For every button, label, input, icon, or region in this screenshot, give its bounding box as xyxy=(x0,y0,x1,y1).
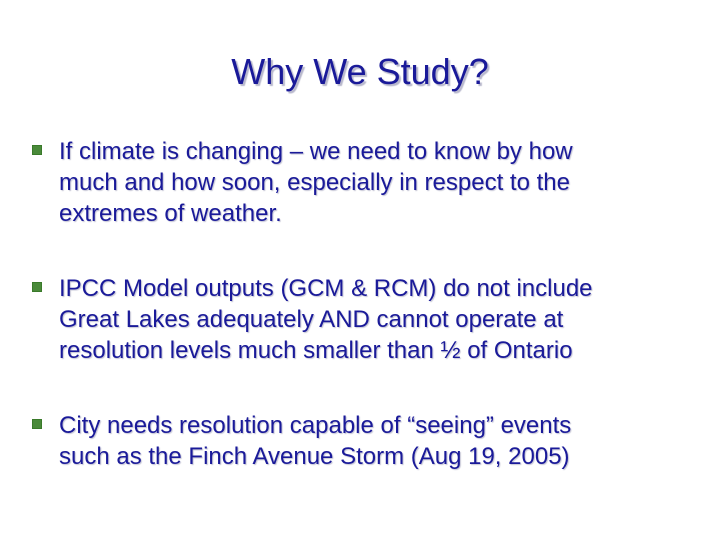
bullet-line: such as the Finch Avenue Storm (Aug 19, 2005) xyxy=(59,443,570,470)
bullet-list xyxy=(30,136,700,472)
bullet-item-city xyxy=(30,410,700,472)
bullet-item-climate xyxy=(30,136,700,229)
bullet-line: much and how soon, especially in respect to the xyxy=(59,169,570,196)
bullet-line: extremes of weather. xyxy=(59,200,282,227)
bullet-line: Great Lakes adequately AND cannot operate at xyxy=(59,306,564,333)
bullet-line: IPCC Model outputs (GCM & RCM) do not include xyxy=(59,275,593,302)
square-bullet-icon xyxy=(32,419,42,429)
bullet-line: City needs resolution capable of “seeing” events xyxy=(59,412,572,439)
slide-title: Why We Study? xyxy=(231,51,489,92)
bullet-line: If climate is changing – we need to know by how xyxy=(59,138,573,165)
bullet-line: resolution levels much smaller than ½ of Ontario xyxy=(59,337,573,364)
square-bullet-icon xyxy=(32,282,42,292)
square-bullet-icon xyxy=(32,145,42,155)
bullet-item-ipcc xyxy=(30,273,700,366)
